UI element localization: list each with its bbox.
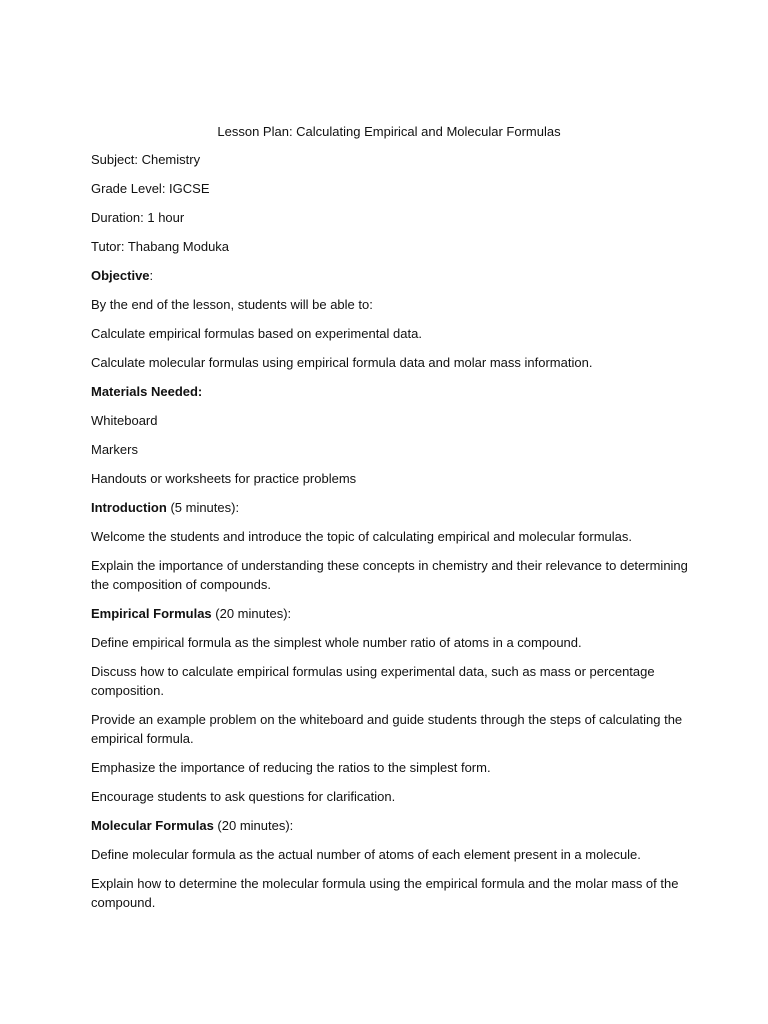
materials-item: Whiteboard	[91, 413, 158, 428]
molecular-item: Explain how to determine the molecular formula using the empirical formula and the molar mass of the compound.	[91, 876, 679, 910]
molecular-duration: (20 minutes):	[213, 818, 294, 833]
objective-item: Calculate molecular formulas using empirical formula data and molar mass information.	[91, 355, 593, 370]
empirical-item: Emphasize the importance of reducing the ratios to the simplest form.	[91, 760, 491, 775]
molecular-item: Define molecular formula as the actual number of atoms of each element present in a molecule.	[91, 847, 641, 862]
meta-tutor: Tutor: Thabang Moduka	[91, 239, 230, 254]
introduction-heading-label: Introduction	[91, 500, 167, 515]
materials-item: Markers	[91, 442, 138, 457]
meta-duration: Duration: 1 hour	[91, 210, 185, 225]
meta-grade-level: Grade Level: IGCSE	[91, 181, 210, 196]
materials-item: Handouts or worksheets for practice problems	[91, 471, 357, 486]
empirical-item: Discuss how to calculate empirical formulas using experimental data, such as mass or percentage composition.	[91, 664, 655, 698]
document-title: Lesson Plan: Calculating Empirical and Molecular Formulas	[217, 124, 561, 139]
objective-intro: By the end of the lesson, students will be able to:	[91, 297, 373, 312]
molecular-heading	[91, 816, 691, 835]
materials-heading: Materials Needed:	[91, 384, 203, 399]
empirical-heading	[91, 604, 691, 623]
introduction-item: Welcome the students and introduce the topic of calculating empirical and molecular formulas.	[91, 529, 632, 544]
introduction-duration: (5 minutes):	[166, 500, 240, 515]
empirical-item: Provide an example problem on the whiteboard and guide students through the steps of calculating the empirical formula.	[91, 712, 683, 746]
molecular-heading-label: Molecular Formulas	[91, 818, 214, 833]
empirical-heading-label: Empirical Formulas	[91, 606, 212, 621]
meta-subject: Subject: Chemistry	[91, 152, 201, 167]
objective-heading-label: Objective	[91, 268, 150, 283]
empirical-item: Encourage students to ask questions for clarification.	[91, 789, 396, 804]
objective-item: Calculate empirical formulas based on experimental data.	[91, 326, 422, 341]
objective-heading	[91, 266, 691, 285]
introduction-heading	[91, 498, 691, 517]
objective-heading-colon: :	[149, 268, 154, 283]
introduction-item: Explain the importance of understanding these concepts in chemistry and their relevance to determining the composition of compounds.	[91, 558, 688, 592]
empirical-duration: (20 minutes):	[211, 606, 292, 621]
document-body	[91, 122, 691, 922]
empirical-item: Define empirical formula as the simplest whole number ratio of atoms in a compound.	[91, 635, 582, 650]
